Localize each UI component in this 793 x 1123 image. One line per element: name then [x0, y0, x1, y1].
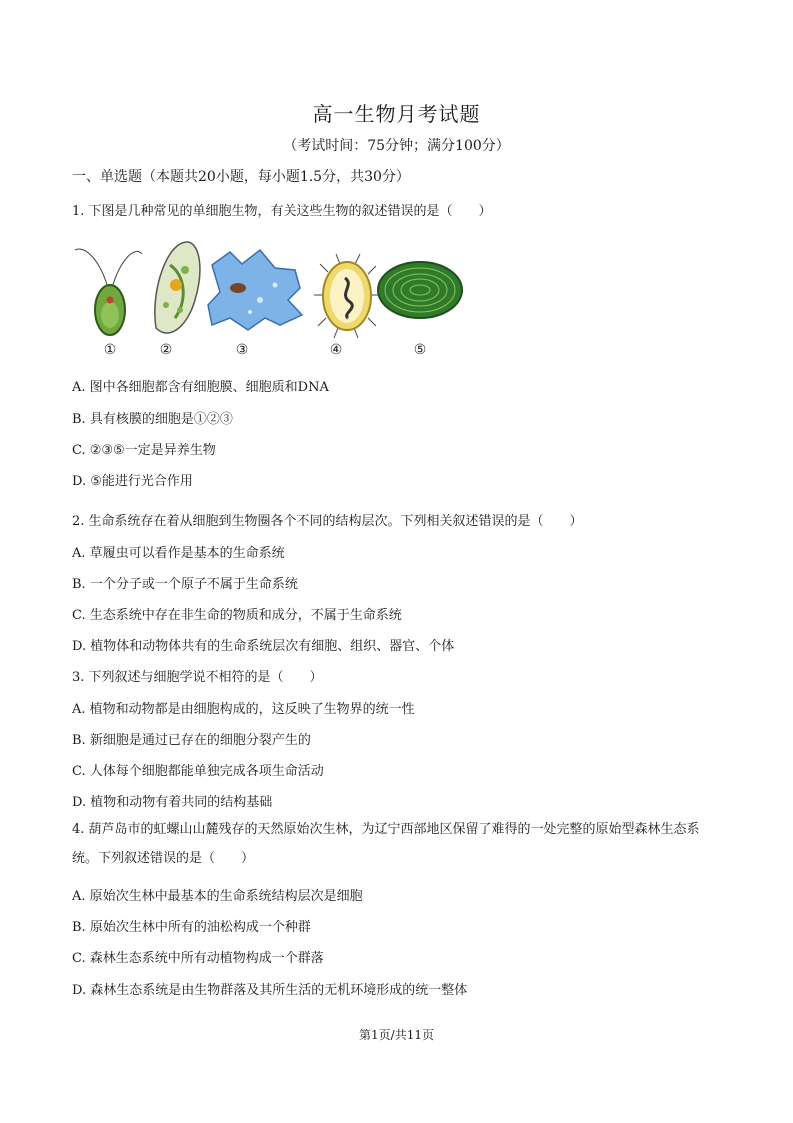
question-4-option-a: A. 原始次生林中最基本的生命系统结构层次是细胞	[72, 889, 363, 904]
question-2-option-c: C. 生态系统中存在非生命的物质和成分，不属于生命系统	[72, 608, 402, 623]
question-2-option-d: D. 植物体和动物体共有的生命系统层次有细胞、组织、器官、个体	[72, 639, 455, 654]
question-3-option-b: B. 新细胞是通过已存在的细胞分裂产生的	[72, 733, 311, 748]
cell-figure	[70, 230, 470, 360]
question-3-option-c: C. 人体每个细胞都能单独完成各项生命活动	[72, 764, 324, 779]
question-2-option-a: A. 草履虫可以看作是基本的生命系统	[72, 546, 285, 561]
question-3-stem: 3. 下列叙述与细胞学说不相符的是（ ）	[72, 670, 323, 685]
question-4-stem: 4. 葫芦岛市的虹螺山山麓残存的天然原始次生林，为辽宁西部地区保留了难得的一处完整的原始型森林生态系统。下列叙述错误的是（ ）	[72, 822, 700, 866]
question-1-option-d: D. ⑤能进行光合作用	[72, 474, 193, 489]
question-2-stem: 2. 生命系统存在着从细胞到生物圈各个不同的结构层次。下列相关叙述错误的是（ ）	[72, 514, 583, 529]
question-4-option-c: C. 森林生态系统中所有动植物构成一个群落	[72, 951, 324, 966]
figure-label-2: ②	[159, 342, 173, 358]
exam-info: （考试时间：75分钟；满分100分）	[283, 138, 510, 154]
question-3-option-d: D. 植物和动物有着共同的结构基础	[72, 795, 273, 810]
question-1-option-c: C. ②③⑤一定是异养生物	[72, 443, 216, 458]
question-3-option-a: A. 植物和动物都是由细胞构成的，这反映了生物界的统一性	[72, 702, 415, 717]
figure-label-4: ④	[329, 342, 343, 358]
figure-label-3: ③	[235, 342, 249, 358]
question-4-option-b: B. 原始次生林中所有的油松构成一个种群	[72, 920, 311, 935]
paramecium-image	[155, 242, 200, 333]
question-1-option-a: A. 图中各细胞都含有细胞膜、细胞质和DNA	[72, 380, 329, 395]
question-4-option-d: D. 森林生态系统是由生物群落及其所生活的无机环境形成的统一整体	[72, 983, 468, 998]
figure-label-5: ⑤	[413, 342, 427, 358]
question-2-option-b: B. 一个分子或一个原子不属于生命系统	[72, 577, 298, 592]
section-heading: 一、单选题（本题共20小题，每小题1.5分，共30分）	[72, 169, 410, 185]
figure-label-1: ①	[103, 342, 117, 358]
amoeba-image	[208, 250, 302, 330]
question-1-stem: 1. 下图是几种常见的单细胞生物，有关这些生物的叙述错误的是（ ）	[72, 204, 492, 219]
page-title: 高一生物月考试题	[312, 102, 481, 126]
cyanobacterium-image	[378, 262, 462, 318]
bacterium-image	[314, 254, 380, 338]
chlamydomonas-image	[75, 249, 142, 335]
question-1-option-b: B. 具有核膜的细胞是①②③	[72, 412, 233, 427]
page-number: 第1页/共11页	[359, 1028, 434, 1042]
